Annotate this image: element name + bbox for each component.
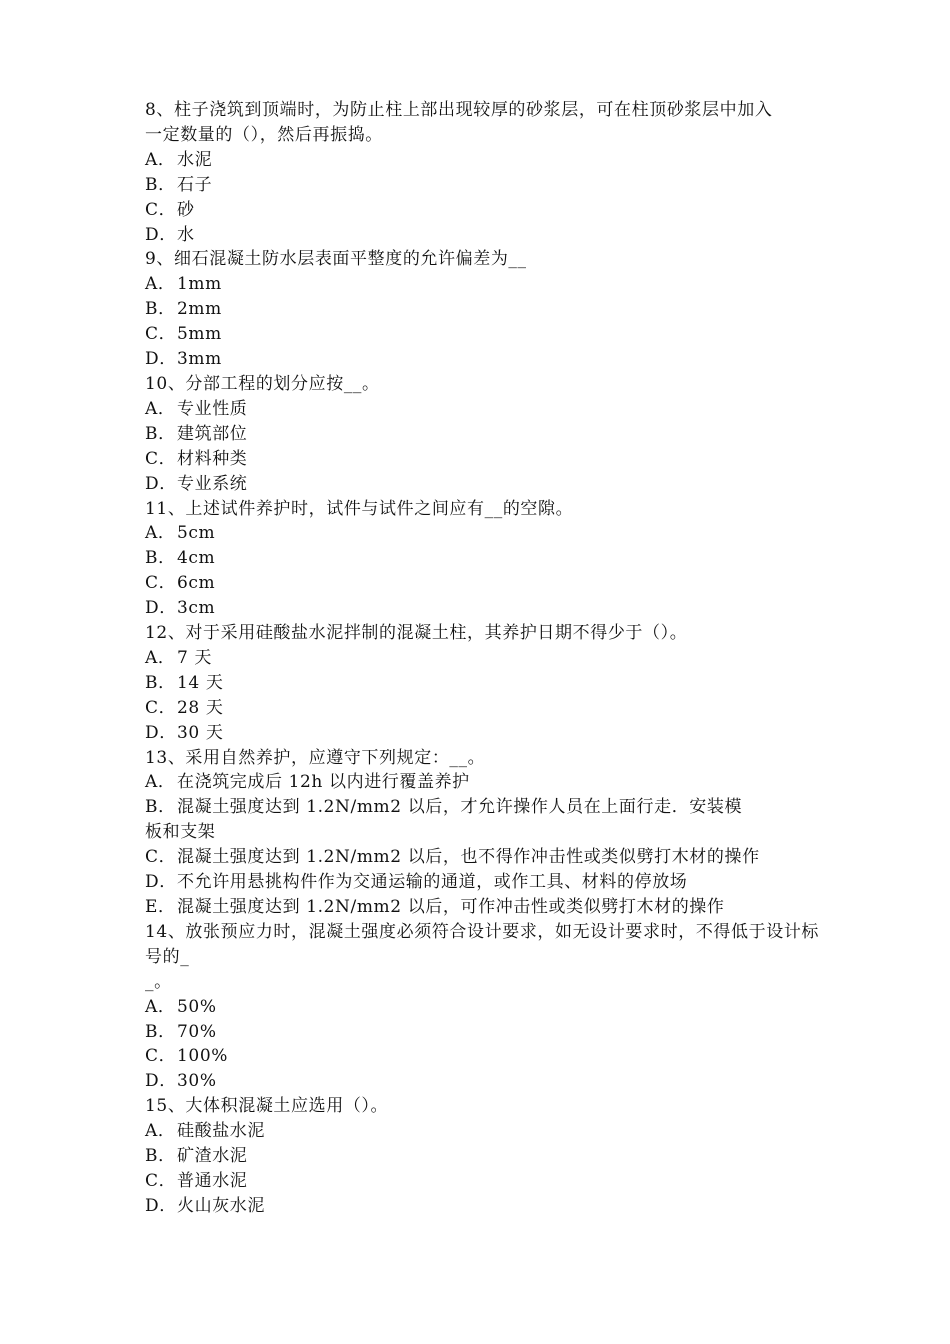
answer-option <box>145 1119 825 1144</box>
option-text: 2mm <box>177 299 222 320</box>
question-stem: 15、大体积混凝土应选用（）。 <box>145 1096 389 1117</box>
option-text: 硅酸盐水泥 <box>177 1121 265 1142</box>
option-text: 混凝土强度达到 1.2N/mm2 以后，可作冲击性或类似劈打木材的操作 <box>177 897 725 917</box>
option-text: 5mm <box>177 324 222 345</box>
option-text: 28 天 <box>177 697 224 718</box>
option-text: 建筑部位 <box>177 423 248 444</box>
answer-option <box>145 770 825 795</box>
option-letter: B． <box>145 797 176 818</box>
answer-option <box>145 795 825 845</box>
answer-option <box>145 671 825 696</box>
option-text: 专业性质 <box>177 398 248 419</box>
answer-option <box>145 198 825 223</box>
question-list <box>145 98 825 1219</box>
option-letter: D． <box>145 872 177 893</box>
option-text: 1mm <box>177 274 222 295</box>
option-text: 3mm <box>177 349 222 370</box>
answer-option <box>145 1069 825 1094</box>
option-letter: B． <box>145 672 176 693</box>
option-letter: B． <box>145 299 176 320</box>
answer-option <box>145 521 825 546</box>
answer-option <box>145 696 825 721</box>
option-text: 普通水泥 <box>177 1170 248 1191</box>
answer-option <box>145 1144 825 1169</box>
question-stem: 8、柱子浇筑到顶端时，为防止柱上部出现较厚的砂浆层，可在柱顶砂浆层中加入 一定数量的（），然后再振捣。 <box>145 100 773 145</box>
answer-option <box>145 845 825 870</box>
answer-option <box>145 447 825 472</box>
answer-option <box>145 870 825 895</box>
question-block <box>145 372 825 497</box>
option-text: 30% <box>177 1071 217 1092</box>
option-text: 水 <box>177 224 195 245</box>
question-stem: 9、细石混凝土防水层表面平整度的允许偏差为__ <box>145 249 527 270</box>
answer-option <box>145 1169 825 1194</box>
answer-option <box>145 347 825 372</box>
question-block <box>145 1094 825 1219</box>
question-stem: 10、分部工程的划分应按__。 <box>145 373 380 394</box>
answer-option <box>145 895 825 920</box>
option-letter: D． <box>145 1071 177 1092</box>
answer-option <box>145 148 825 173</box>
option-text: 不允许用悬挑构件作为交通运输的通道，或作工具、材料的停放场 <box>177 872 688 893</box>
question-block <box>145 497 825 622</box>
option-text: 混凝土强度达到 1.2N/mm2 以后，也不得作冲击性或类似劈打木材的操作 <box>177 847 760 868</box>
option-text: 石子 <box>177 174 213 195</box>
option-letter: A． <box>145 523 176 544</box>
answer-option <box>145 297 825 322</box>
answer-option <box>145 721 825 746</box>
question-stem: 14、放张预应力时，混凝土强度必须符合设计要求，如无设计要求时，不得低于设计标号的_ _。 <box>145 921 820 992</box>
answer-option <box>145 397 825 422</box>
question-block <box>145 746 825 920</box>
option-letter: D． <box>145 1195 177 1216</box>
answer-option <box>145 596 825 621</box>
option-text: 100% <box>177 1046 229 1067</box>
answer-option <box>145 1020 825 1045</box>
option-text: 火山灰水泥 <box>177 1195 265 1216</box>
answer-option <box>145 173 825 198</box>
option-text: 混凝土强度达到 1.2N/mm2 以后，才允许操作人员在上面行走．安装模 板和支架 <box>145 797 743 843</box>
question-block <box>145 98 825 247</box>
answer-option <box>145 646 825 671</box>
option-letter: A． <box>145 149 176 170</box>
option-text: 7 天 <box>177 647 213 668</box>
answer-option <box>145 272 825 297</box>
option-text: 材料种类 <box>177 448 248 469</box>
option-letter: B． <box>145 548 176 569</box>
option-text: 6cm <box>177 573 216 594</box>
option-letter: D． <box>145 349 177 370</box>
option-text: 在浇筑完成后 12h 以内进行覆盖养护 <box>177 772 470 793</box>
option-letter: B． <box>145 174 176 195</box>
option-letter: C． <box>145 697 177 718</box>
option-letter: C． <box>145 199 177 220</box>
option-text: 30 天 <box>177 722 224 743</box>
option-text: 14 天 <box>177 672 224 693</box>
question-block <box>145 920 825 1094</box>
answer-option <box>145 546 825 571</box>
option-letter: A． <box>145 772 176 793</box>
option-letter: A． <box>145 398 176 419</box>
option-letter: D． <box>145 224 177 245</box>
option-letter: B． <box>145 423 176 444</box>
answer-option <box>145 223 825 248</box>
answer-option <box>145 322 825 347</box>
answer-option <box>145 1194 825 1219</box>
option-letter: C． <box>145 573 177 594</box>
question-block <box>145 621 825 746</box>
option-text: 5cm <box>177 523 216 544</box>
option-letter: D． <box>145 473 177 494</box>
option-letter: D． <box>145 722 177 743</box>
answer-option <box>145 472 825 497</box>
question-stem: 12、对于采用硅酸盐水泥拌制的混凝土柱，其养护日期不得少于（）。 <box>145 623 688 644</box>
option-letter: B． <box>145 1021 176 1042</box>
option-text: 专业系统 <box>177 473 248 494</box>
option-letter: C． <box>145 448 177 469</box>
option-text: 矿渣水泥 <box>177 1146 248 1167</box>
answer-option <box>145 995 825 1020</box>
option-text: 3cm <box>177 598 216 619</box>
option-text: 4cm <box>177 548 216 569</box>
option-letter: A． <box>145 274 176 295</box>
answer-option <box>145 422 825 447</box>
option-text: 50% <box>177 996 217 1017</box>
option-letter: C． <box>145 847 177 868</box>
option-letter: A． <box>145 996 176 1017</box>
option-text: 70% <box>177 1021 217 1042</box>
option-text: 水泥 <box>177 149 213 170</box>
option-letter: D． <box>145 598 177 619</box>
option-letter: C． <box>145 1170 177 1191</box>
option-text: 砂 <box>177 199 195 220</box>
option-letter: C． <box>145 1046 177 1067</box>
option-letter: E． <box>145 897 176 917</box>
option-letter: A． <box>145 1121 176 1142</box>
answer-option <box>145 571 825 596</box>
question-stem: 13、采用自然养护，应遵守下列规定：__。 <box>145 747 486 768</box>
option-letter: B． <box>145 1146 176 1167</box>
option-letter: C． <box>145 324 177 345</box>
question-block <box>145 247 825 372</box>
option-letter: A． <box>145 647 176 668</box>
answer-option <box>145 1044 825 1069</box>
question-stem: 11、上述试件养护时，试件与试件之间应有__的空隙。 <box>145 498 574 519</box>
